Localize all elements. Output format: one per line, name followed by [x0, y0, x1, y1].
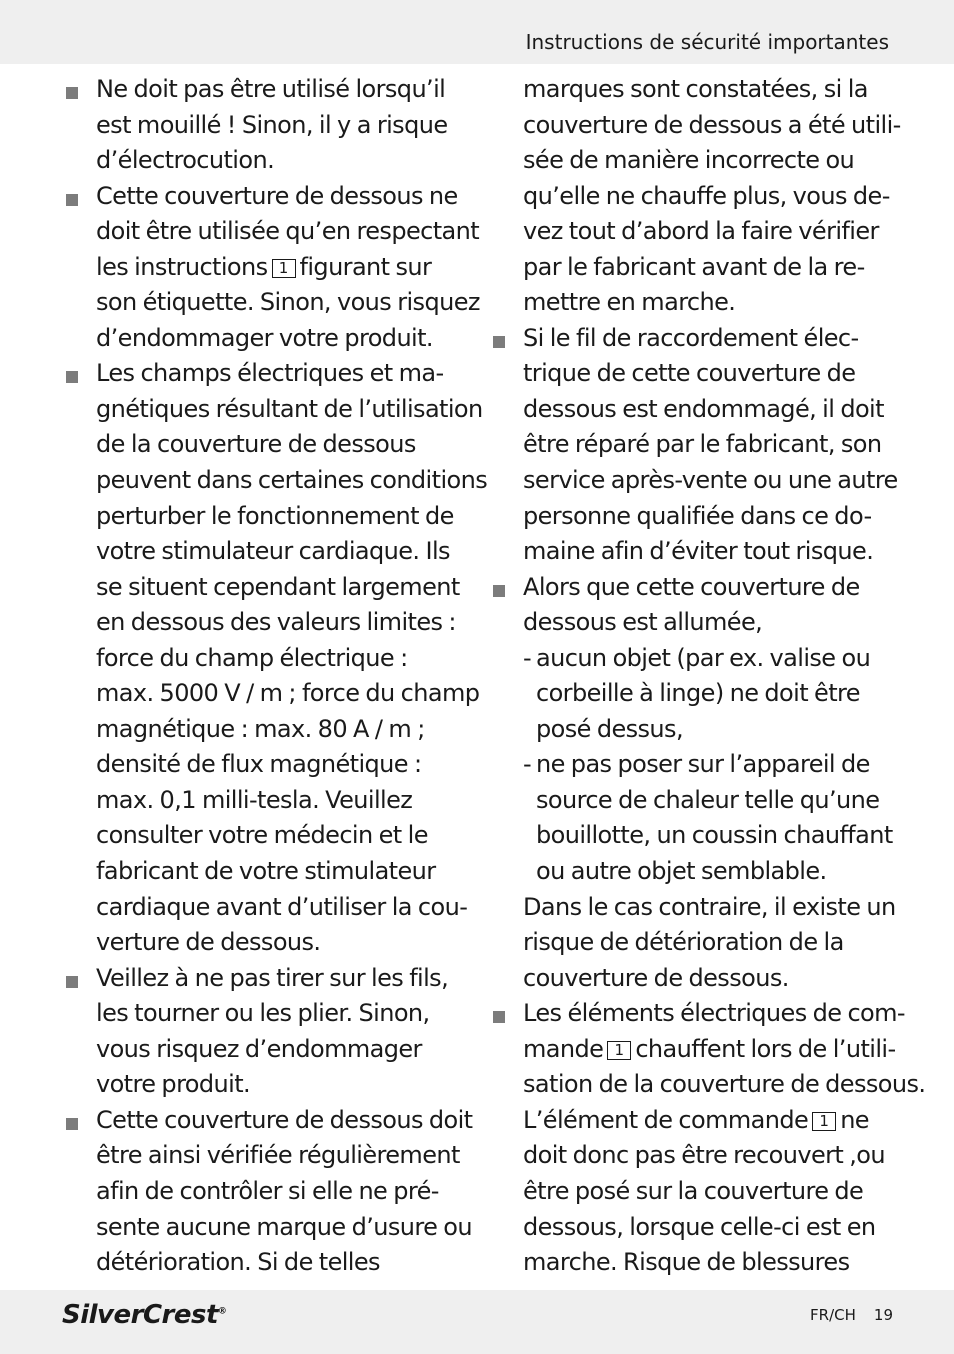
text-line	[523, 1245, 889, 1281]
line-text: corbeille à linge) ne doit être	[536, 679, 860, 708]
text-line	[523, 890, 896, 926]
text-line	[96, 463, 488, 499]
line-text: Ne doit pas être utilisé lorsqu’il	[96, 75, 446, 103]
line-text: sation de la couverture de dessous.	[523, 1070, 926, 1099]
line-text: risque de détérioration de la	[523, 928, 844, 957]
text-line	[96, 72, 468, 108]
line-text: trique de cette couverture de	[523, 359, 856, 388]
line-text: ou autre objet semblable.	[536, 857, 827, 886]
line-text: ne	[840, 1105, 869, 1134]
line-text: max. 0,1 milli-tesla. Veuillez	[96, 785, 413, 814]
text-line	[96, 570, 468, 606]
brand-logo	[62, 1300, 226, 1330]
text-line	[523, 1210, 889, 1246]
bullet-square-icon	[66, 371, 78, 383]
line-text: source de chaleur telle qu’une	[536, 785, 880, 814]
line-text: couverture de dessous.	[523, 963, 789, 992]
text-line	[96, 641, 468, 677]
line-text: peuvent dans certaines conditions	[96, 466, 488, 495]
line-text: afin de contrôler si elle ne pré-	[96, 1176, 439, 1205]
text-line	[523, 570, 889, 606]
line-text: son étiquette. Sinon, vous risquez	[96, 288, 480, 317]
line-text: d’endommager votre produit.	[96, 323, 433, 352]
text-line	[96, 1210, 473, 1246]
text-line	[523, 712, 889, 748]
line-text: L’élément de commande	[523, 1105, 809, 1134]
text-line	[96, 143, 468, 179]
line-text: se situent cependant largement	[96, 572, 460, 601]
text-line	[96, 285, 480, 321]
line-text: mande	[523, 1034, 604, 1063]
line-text: max. 5000 V / m ; force du champ	[96, 679, 480, 708]
text-line	[523, 1032, 896, 1068]
brand-name: SilverCrest	[62, 1300, 218, 1330]
line-text: d’électrocution.	[96, 146, 275, 175]
line-text: vez tout d’abord la faire vérifier	[523, 217, 879, 246]
text-line	[96, 890, 468, 926]
line-text: fabricant de votre stimulateur	[96, 857, 436, 886]
text-line	[96, 1174, 468, 1210]
line-text: être posé sur la couverture de	[523, 1176, 864, 1205]
line-text: verture de dessous.	[96, 928, 321, 957]
text-line	[96, 179, 468, 215]
text-line	[523, 463, 898, 499]
text-line	[96, 321, 468, 357]
text-line	[523, 534, 889, 570]
text-line	[96, 499, 468, 535]
line-text: densité de flux magnétique :	[96, 750, 422, 779]
text-line	[523, 1174, 889, 1210]
line-text: Les éléments électriques de com-	[523, 999, 905, 1028]
text-line	[96, 214, 480, 250]
line-text: par le fabricant avant de la re-	[523, 252, 865, 281]
text-line	[96, 1138, 468, 1174]
line-text: personne qualifiée dans ce do-	[523, 501, 872, 530]
line-text: en dessous des valeurs limites :	[96, 608, 456, 637]
reference-box-1: 1	[272, 259, 296, 278]
text-line	[96, 961, 468, 997]
line-text: Dans le cas contraire, il existe un	[523, 892, 896, 921]
text-line	[523, 427, 889, 463]
line-text: détérioration. Si de telles	[96, 1248, 380, 1277]
line-text: couverture de dessous a été utili-	[523, 110, 901, 139]
text-line	[523, 961, 889, 997]
text-line	[96, 712, 468, 748]
line-text: être ainsi vérifiée régulièrement	[96, 1141, 460, 1170]
bullet-square-icon	[66, 1118, 78, 1130]
list-dash: -	[523, 643, 532, 672]
line-text: de la couverture de dessous	[96, 430, 416, 459]
line-text: maine afin d’éviter tout risque.	[523, 537, 874, 566]
line-text: marche. Risque de blessures	[523, 1248, 850, 1277]
bullet-square-icon	[493, 585, 505, 597]
page-info	[810, 1306, 893, 1324]
line-text: sée de manière incorrecte ou	[523, 146, 855, 175]
line-text: est mouillé ! Sinon, il y a risque	[96, 110, 448, 139]
reference-box-1: 1	[607, 1041, 631, 1060]
line-text: cardiaque avant d’utiliser la cou-	[96, 892, 468, 921]
text-line	[96, 108, 468, 144]
text-line	[523, 1103, 889, 1139]
line-text: qu’elle ne chauffe plus, vous de-	[523, 181, 890, 210]
text-line	[523, 356, 889, 392]
line-text: posé dessus,	[536, 714, 683, 743]
line-text: perturber le fonctionnement de	[96, 501, 454, 530]
text-line	[96, 854, 468, 890]
text-line	[523, 179, 889, 215]
line-text: votre produit.	[96, 1070, 251, 1099]
line-text: magnétique : max. 80 A / m ;	[96, 714, 425, 743]
registered-mark: ®	[217, 1306, 227, 1317]
line-text: bouillotte, un coussin chauffant	[536, 821, 893, 850]
text-line	[96, 534, 468, 570]
line-text: force du champ électrique :	[96, 643, 408, 672]
line-text: les instructions	[96, 252, 268, 281]
line-text: doit être utilisée qu’en respectant	[96, 217, 480, 246]
page-number: 19	[873, 1306, 893, 1324]
text-line	[523, 783, 889, 819]
text-line	[523, 321, 889, 357]
text-line	[523, 641, 889, 677]
text-line	[523, 818, 893, 854]
text-line	[523, 143, 889, 179]
page-title: Instructions de sécurité importantes	[525, 30, 889, 54]
line-text: chauffent lors de l’utili-	[635, 1034, 896, 1063]
line-text: les tourner ou les plier. Sinon,	[96, 999, 430, 1028]
text-line	[523, 925, 889, 961]
text-line	[96, 605, 468, 641]
line-text: Veillez à ne pas tirer sur les fils,	[96, 963, 449, 992]
text-line	[96, 356, 468, 392]
text-line	[96, 427, 468, 463]
line-text: Cette couverture de dessous ne	[96, 181, 458, 210]
line-text: mettre en marche.	[523, 288, 736, 317]
line-text: être réparé par le fabricant, son	[523, 430, 882, 459]
text-line	[523, 214, 889, 250]
bullet-square-icon	[66, 976, 78, 988]
bullet-square-icon	[493, 1011, 505, 1023]
text-line	[523, 72, 889, 108]
text-line	[96, 996, 468, 1032]
locale-label: FR/CH	[810, 1306, 856, 1324]
text-line	[96, 1103, 473, 1139]
line-text: Alors que cette couverture de	[523, 572, 860, 601]
line-text: dessous, lorsque celle-ci est en	[523, 1212, 876, 1241]
text-line	[523, 499, 889, 535]
text-line	[96, 818, 468, 854]
line-text: votre stimulateur cardiaque. Ils	[96, 537, 450, 566]
list-dash: -	[523, 750, 532, 779]
line-text: doit donc pas être recouvert ,ou	[523, 1141, 885, 1170]
line-text: Si le fil de raccordement élec-	[523, 323, 859, 352]
text-line	[523, 1067, 926, 1103]
reference-box-1: 1	[812, 1112, 836, 1131]
text-line	[523, 1138, 889, 1174]
right-column	[523, 72, 926, 1281]
text-line	[96, 676, 480, 712]
text-line	[523, 285, 889, 321]
text-line	[523, 854, 889, 890]
line-text: Les champs électriques et ma-	[96, 359, 444, 388]
line-text: service après-vente ou une autre	[523, 466, 898, 495]
line-text: marques sont constatées, si la	[523, 75, 868, 103]
text-line	[523, 747, 889, 783]
line-text: vous risquez d’endommager	[96, 1034, 422, 1063]
text-line	[523, 108, 901, 144]
text-line	[523, 250, 889, 286]
line-text: aucun objet (par ex. valise ou	[536, 643, 871, 672]
text-line	[96, 1245, 468, 1281]
left-column	[96, 72, 488, 1281]
line-text: consulter votre médecin et le	[96, 821, 428, 850]
line-text: dessous est allumée,	[523, 608, 763, 637]
text-line	[96, 747, 468, 783]
header-bar	[0, 0, 954, 64]
line-text: dessous est endommagé, il doit	[523, 394, 884, 423]
line-text: ne pas poser sur l’appareil de	[536, 750, 870, 779]
line-text: gnétiques résultant de l’utilisation	[96, 394, 483, 423]
text-line	[523, 605, 889, 641]
text-line	[523, 996, 905, 1032]
bullet-square-icon	[493, 336, 505, 348]
line-text: sente aucune marque d’usure ou	[96, 1212, 473, 1241]
bullet-square-icon	[66, 194, 78, 206]
bullet-square-icon	[66, 87, 78, 99]
text-line	[523, 392, 889, 428]
text-line	[96, 1032, 468, 1068]
line-text: figurant sur	[299, 252, 432, 281]
text-line	[96, 392, 483, 428]
text-line	[96, 925, 468, 961]
text-line	[96, 250, 468, 286]
text-line	[523, 676, 889, 712]
text-line	[96, 783, 468, 819]
text-line	[96, 1067, 468, 1103]
line-text: Cette couverture de dessous doit	[96, 1105, 473, 1134]
